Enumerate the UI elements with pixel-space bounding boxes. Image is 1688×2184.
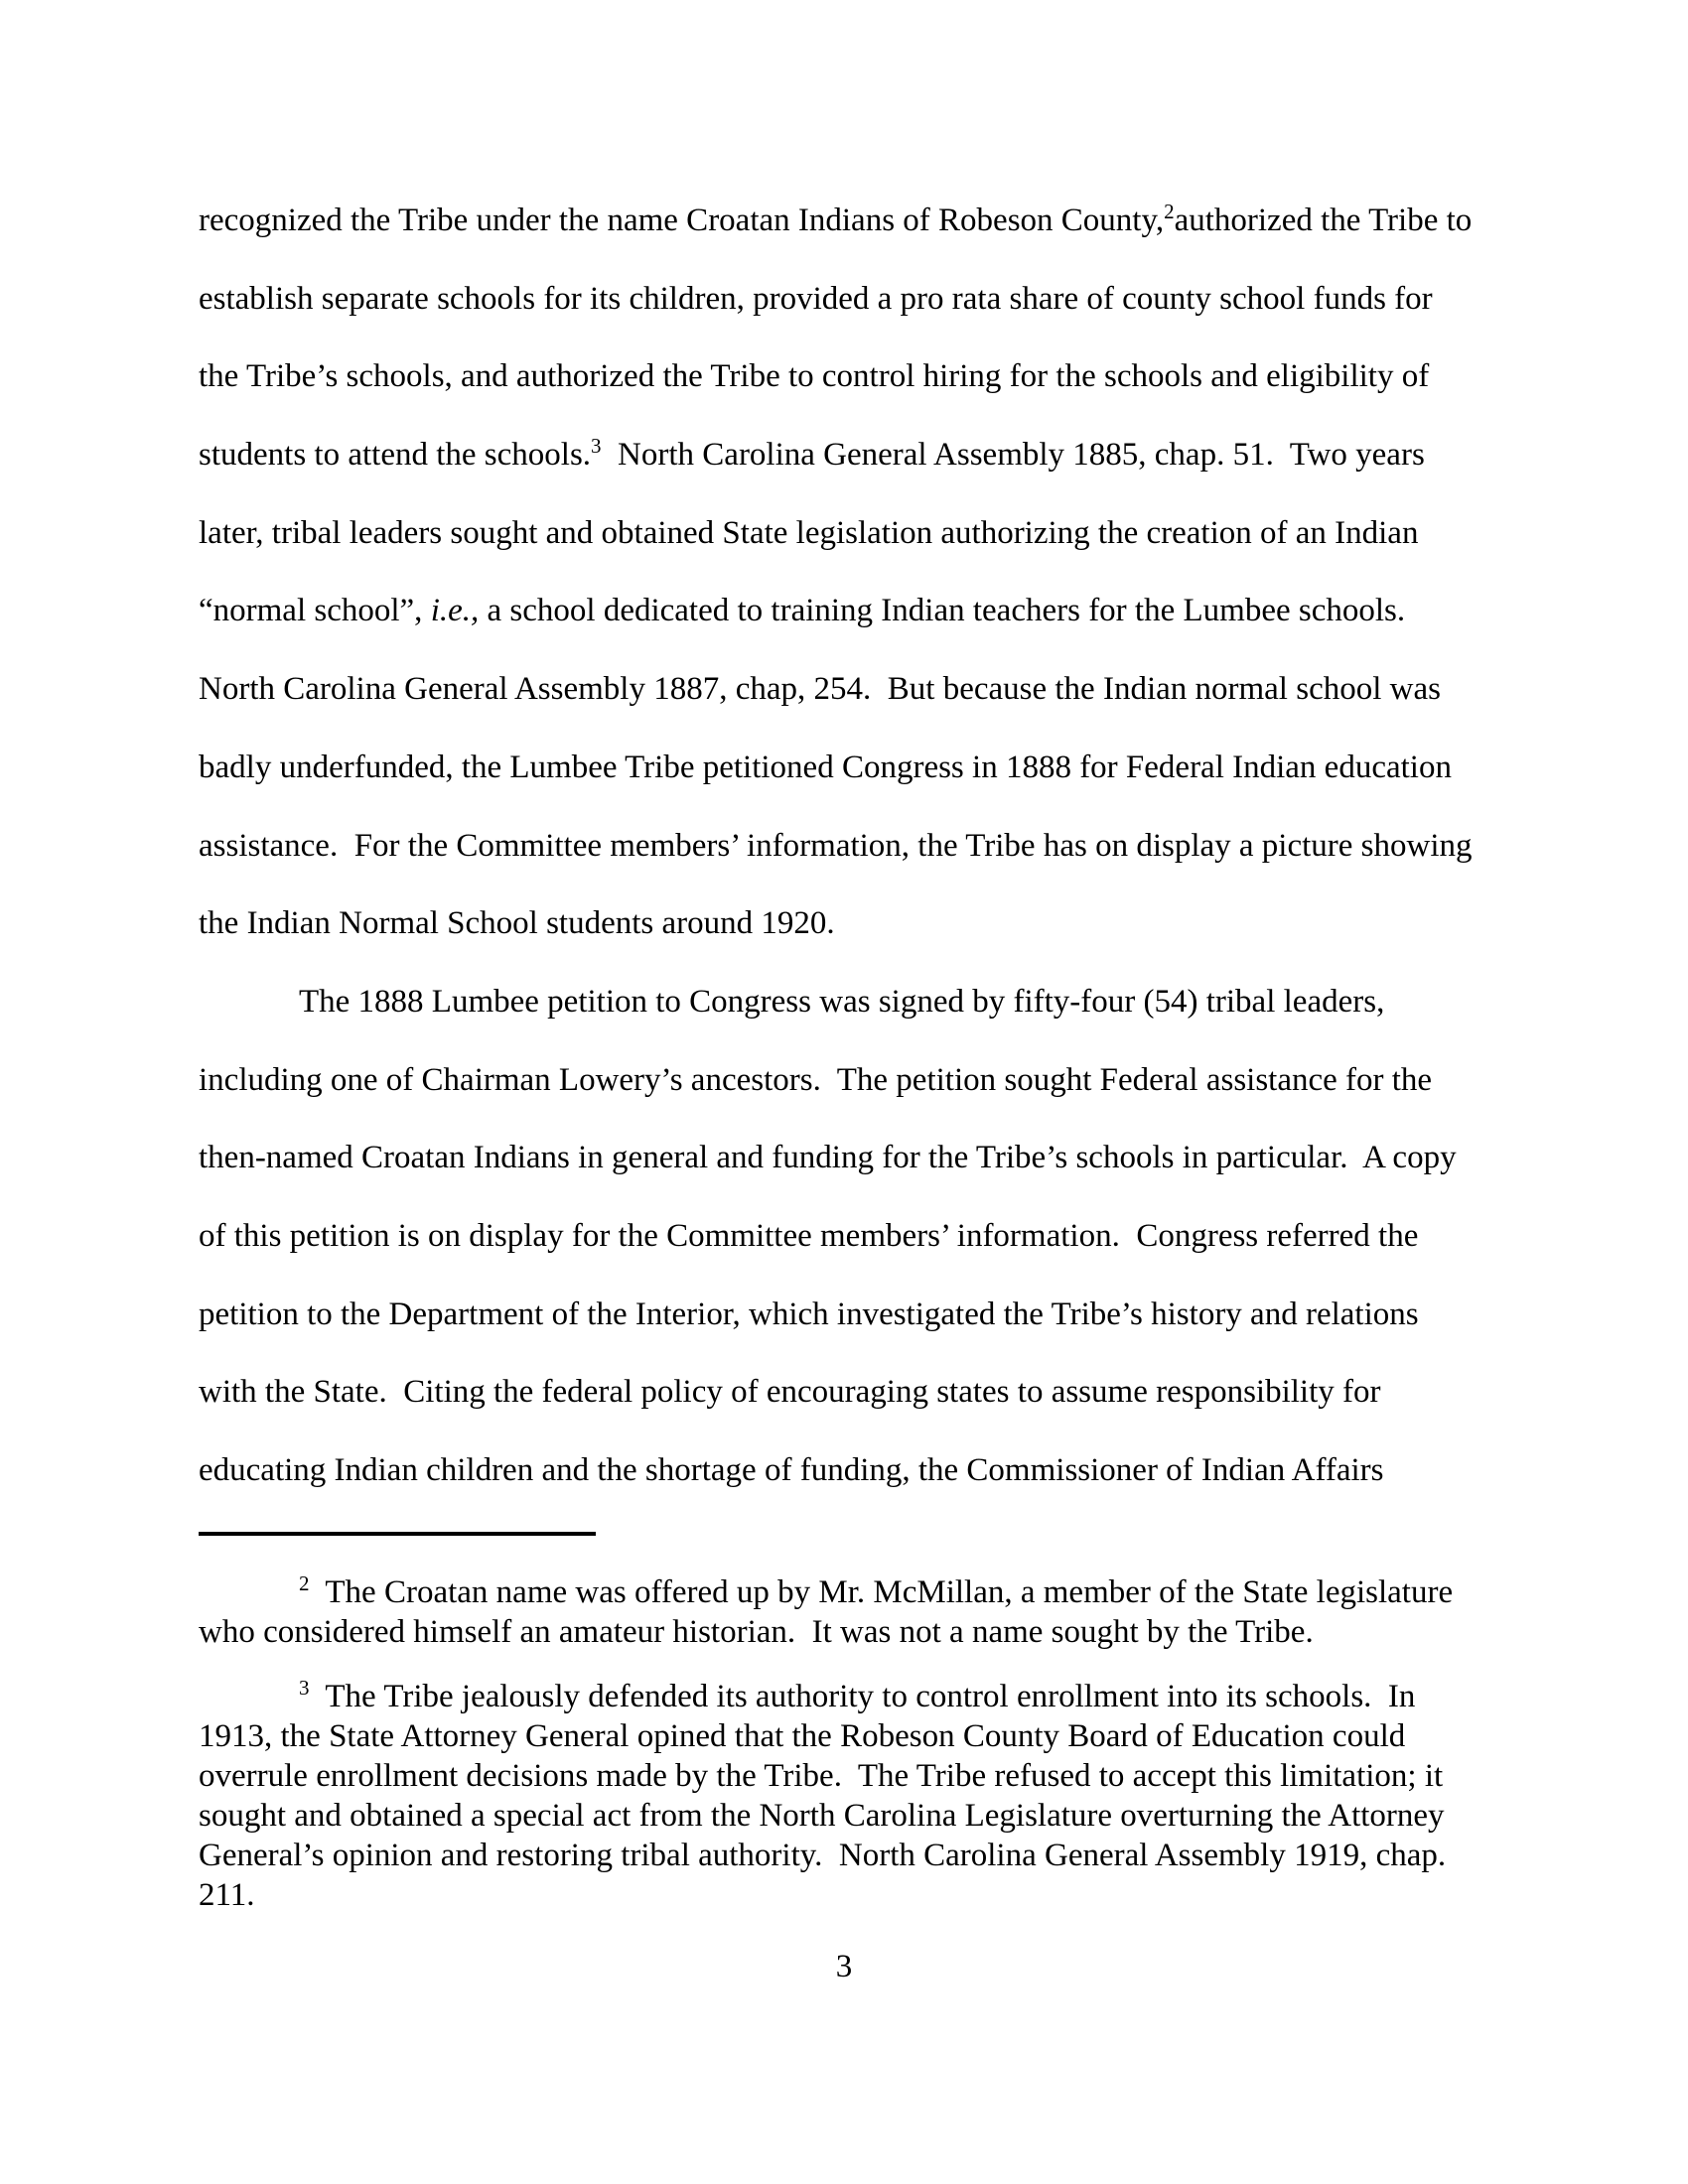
body-text-line — [199, 260, 1549, 339]
text-segment: establish separate schools for its children, provided a pro rata share of county school funds for — [199, 280, 1433, 317]
footnote — [199, 1572, 1549, 1652]
text-segment: The 1888 Lumbee petition to Congress was signed by fifty-four (54) tribal leaders, — [299, 983, 1385, 1020]
text-segment: a school dedicated to training Indian teachers for the Lumbee schools. — [479, 593, 1406, 629]
body-text-line — [199, 1119, 1549, 1197]
footnote-separator-rule — [199, 1532, 596, 1536]
footnote-text-line — [199, 1875, 1549, 1915]
footnote — [199, 1677, 1549, 1915]
text-segment: then-named Croatan Indians in general and funding for the Tribe’s schools in particular. A copy — [199, 1140, 1457, 1176]
body-text-line — [199, 494, 1549, 573]
text-segment: assistance. For the Committee members’ information, the Tribe has on display a picture showing — [199, 827, 1473, 864]
footnote-text-line — [199, 1716, 1549, 1756]
text-segment: “normal school”, — [199, 593, 431, 629]
footnote-text-line — [199, 1756, 1549, 1796]
footnote-text-line — [199, 1796, 1549, 1836]
text-segment: students to attend the schools. — [199, 437, 592, 474]
text-segment: of this petition is on display for the Committee members’ information. Congress referred the — [199, 1217, 1419, 1254]
italic-text: i.e., — [430, 593, 480, 629]
footnote-text-line — [199, 1677, 1549, 1716]
document-body — [199, 182, 1549, 1510]
body-text-line — [199, 885, 1549, 963]
text-segment: educating Indian children and the shortage of funding, the Commissioner of Indian Affairs — [199, 1452, 1384, 1488]
footnote-reference-superscript: 3 — [299, 1676, 310, 1700]
footnote-reference-superscript: 2 — [299, 1571, 310, 1595]
text-segment: 1913, the State Attorney General opined that the Robeson County Board of Education could — [199, 1718, 1406, 1754]
text-segment: including one of Chairman Lowery’s ancestors. The petition sought Federal assistance for the — [199, 1061, 1433, 1098]
page-number: 3 — [835, 1949, 853, 1984]
text-segment: General’s opinion and restoring tribal authority. North Carolina General Assembly 1919, chap. — [199, 1838, 1447, 1873]
text-segment: the Indian Normal School students around 1920. — [199, 905, 835, 942]
body-text-line — [199, 416, 1549, 494]
text-segment: petition to the Department of the Interior, which investigated the Tribe’s history and relations — [199, 1296, 1419, 1332]
body-text-line — [199, 1353, 1549, 1432]
text-segment: The Tribe jealously defended its authority to control enrollment into its schools. In — [309, 1679, 1416, 1714]
text-segment: North Carolina General Assembly 1885, chap. 51. Two years — [601, 437, 1425, 474]
text-segment: recognized the Tribe under the name Croatan Indians of Robeson County, — [199, 203, 1165, 238]
text-segment: sought and obtained a special act from the North Carolina Legislature overturning the Attorney — [199, 1798, 1445, 1834]
body-text-line — [199, 1432, 1549, 1510]
text-segment: overrule enrollment decisions made by the Tribe. The Tribe refused to accept this limitation; it — [199, 1758, 1444, 1794]
footnote-reference-superscript: 2 — [1164, 200, 1175, 223]
text-segment: with the State. Citing the federal policy of encouraging states to assume responsibility for — [199, 1374, 1381, 1411]
text-segment: who considered himself an amateur historian. It was not a name sought by the Tribe. — [199, 1614, 1314, 1650]
body-text-line — [199, 182, 1549, 260]
text-segment: 211. — [199, 1877, 255, 1913]
body-text-line — [199, 338, 1549, 416]
footnotes-section — [199, 1572, 1549, 1940]
footnote-text-line — [199, 1612, 1549, 1652]
body-text-line — [199, 963, 1549, 1041]
footnote-text-line — [199, 1572, 1549, 1612]
body-text-line — [199, 729, 1549, 807]
footnote-text-line — [199, 1836, 1549, 1875]
text-segment: North Carolina General Assembly 1887, chap, 254. But because the Indian normal school was — [199, 671, 1441, 708]
text-segment: authorized the Tribe to — [1174, 203, 1473, 238]
body-text-line — [199, 572, 1549, 650]
body-text-line — [199, 807, 1549, 886]
body-text-line — [199, 650, 1549, 729]
body-text-line — [199, 1197, 1549, 1276]
footnote-reference-superscript: 3 — [591, 434, 602, 459]
body-text-line — [199, 1041, 1549, 1120]
text-segment: the Tribe’s schools, and authorized the Tribe to control hiring for the schools and eligibility of — [199, 358, 1430, 395]
text-segment: badly underfunded, the Lumbee Tribe petitioned Congress in 1888 for Federal Indian education — [199, 749, 1452, 785]
text-segment: later, tribal leaders sought and obtained State legislation authorizing the creation of an Indian — [199, 514, 1419, 551]
body-text-line — [199, 1276, 1549, 1354]
text-segment: The Croatan name was offered up by Mr. McMillan, a member of the State legislature — [309, 1574, 1454, 1610]
